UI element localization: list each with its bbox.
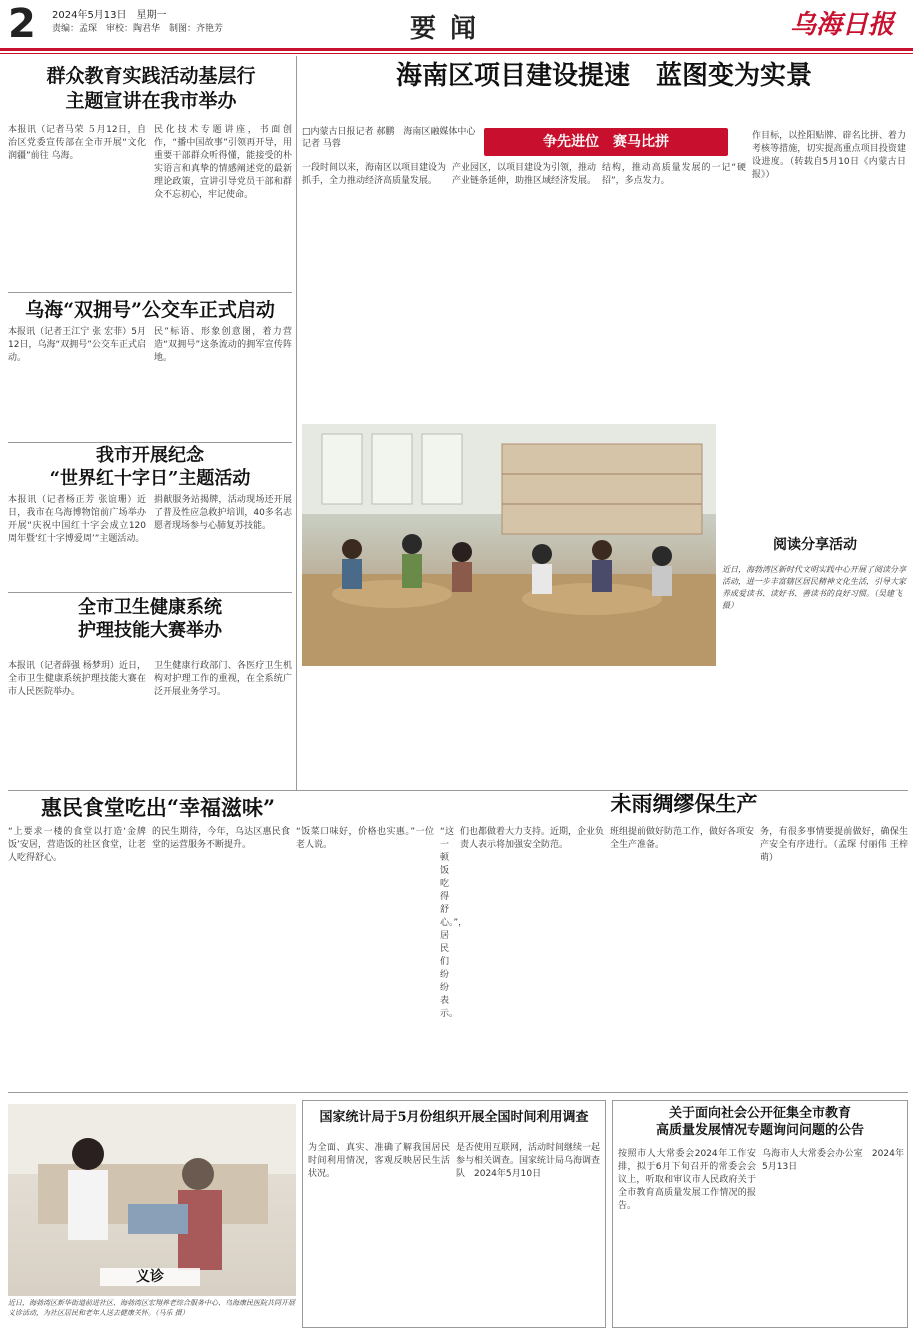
article-body: 按照市人大常委会2024年工作安排，拟于6月下旬召开的常委会会议上，听取和审议市人民政府关于全市教育高质量发展工作情况的报告。 xyxy=(618,1149,756,1211)
photo-headline: 义诊 xyxy=(100,1268,200,1286)
article-body: 务，有很多事情要提前做好，确保生产安全有序进行。（孟琛 付丽伟 王梓萌） xyxy=(760,827,908,863)
article-body: 本报讯（记者王江宁 张 宏菲）5月12日，乌海“双拥号”公交车正式启动。 xyxy=(8,327,146,363)
article-body: 本报讯（记者薛强 杨梦玥）近日，全市卫生健康系统护理技能大赛在市人民医院举办。 xyxy=(8,661,146,697)
article-body: “饭菜口味好，价格也实惠。”一位老人说。 xyxy=(296,827,434,850)
article-body: “上要求一楼的食堂以打造‘金牌饭’安居，营造饭的社区食堂，让老人吃得舒心。 xyxy=(8,827,146,863)
lead-headline: 海南区项目建设提速 蓝图变为实景 xyxy=(395,61,812,91)
headline-line: “世界红十字日”主题活动 xyxy=(49,468,251,490)
article-body: 本报讯（记者杨正芳 张谊珊）近日，我市在乌海博物馆前广场举办开展“庆祝中国红十字会成立120周年暨‘红十字博爱周’”主题活动。 xyxy=(8,495,146,544)
headline-line: 主题宣讲在我市举办 xyxy=(65,89,237,112)
article-body: 们也都做着大力支持。近期，企业负责人表示将加强安全防范。 xyxy=(460,827,605,850)
divider xyxy=(8,292,292,293)
article-headline: 乌海“双拥号”公交车正式启动 xyxy=(25,299,275,321)
headline-line: 关于面向社会公开征集全市教育 xyxy=(668,1106,851,1121)
article-body: 的民生期待，今年，乌达区惠民食堂的运营服务不断提升。 xyxy=(152,827,290,850)
article-headline: 惠民食堂吃出“幸福滋味” xyxy=(40,795,276,820)
banner: 争先进位 赛马比拼 xyxy=(484,128,728,156)
article-body: 班组提前做好防范工作，做好各项安全生产准备。 xyxy=(610,827,755,850)
headline-line: 护理技能大赛举办 xyxy=(78,620,222,642)
page-number: 2 xyxy=(8,1,36,47)
article-body: 是否使用互联网，活动时间继续一起参与相关调查。国家统计局乌海调查队 2024年5月10日 xyxy=(456,1143,601,1179)
headline-line: 全市卫生健康系统 xyxy=(78,597,222,618)
reading-event-photo xyxy=(302,424,716,666)
article-headline xyxy=(8,444,292,491)
headline-line: 高质量发展情况专题询问问题的公告 xyxy=(655,1122,864,1138)
article-body: 作目标，以拴阳贴牌、辟名比拼、着力考核等措施，切实提高重点项目投资建设进度。（转载自5月10日《内蒙古日报》） xyxy=(752,131,906,180)
masthead-logo: 乌海日报 xyxy=(790,10,895,40)
header-rule xyxy=(0,48,913,51)
editors-line: 责编：孟琛 审校：陶君华 制图：齐艳芳 xyxy=(52,24,224,34)
section-title: 要闻 xyxy=(410,14,491,44)
article-body: 民化技术专题讲座，书面创作，“播中国故事”引领再开导，用重要干部群众听得懂，能接受的朴实语言和真挚的情感阐述党的最新理论政策，宣讲引导党员干部和群众不忘初心，牢记使命。 xyxy=(154,125,292,200)
header-rule-thin xyxy=(0,53,913,54)
article-body: 本报讯（记者马荣 ５月12日，自治区党委宣传部在全市开展“文化润疆”前往 乌海。 xyxy=(8,125,146,161)
date-line: 2024年5月13日 星期一 xyxy=(52,10,167,21)
article-body: 民”标语、形象创意图，着力营造“双拥号”这条流动的拥军宣传阵地。 xyxy=(154,327,292,363)
divider xyxy=(8,1092,908,1093)
article-body: 卫生健康行政部门、各医疗卫生机构对护理工作的重视，在全系统广泛开展业务学习。 xyxy=(154,661,292,697)
article-body: “这一顿饭吃得舒心。”，居民们纷纷表示。 xyxy=(440,827,468,1019)
divider xyxy=(8,592,292,593)
photo-illustration xyxy=(302,424,716,666)
article-body: 产业园区，以项目建设为引领，推动产业链条延伸，助推区域经济发展。 xyxy=(452,163,597,186)
article-body: 一段时间以来，海南区以项目建设为抓手，全力推动经济高质量发展。 xyxy=(302,163,447,186)
article-headline xyxy=(616,1106,904,1140)
photo-caption: 近日，海勃湾区新华街道前进社区、海勃湾区宏翔养老综合服务中心、乌海康民医院共同开展义诊活动，为社区居民和老年人送去健康关怀。（马乐 摄） xyxy=(8,1299,295,1317)
article-body: 结构，推动高质量发展的一记“硬招”，多点发力。 xyxy=(602,163,746,186)
photo-caption: 近日，海勃湾区新时代文明实践中心开展了阅读分享活动，进一步丰富辖区居民精神文化生活，引导大家养成爱读书、读好书、善读书的良好习惯。（吴建飞 摄） xyxy=(722,565,906,610)
byline: □内蒙古日报记者 郝鹏 海南区融媒体中心记者 马蓉 xyxy=(302,127,476,149)
headline-line: 群众教育实践活动基层行 xyxy=(46,65,256,87)
column-divider xyxy=(296,56,297,791)
headline-line: 我市开展纪念 xyxy=(96,445,204,466)
article-body: 乌海市人大常委会办公室 2024年5月13日 xyxy=(762,1149,904,1172)
divider xyxy=(8,442,292,443)
photo-headline: 阅读分享活动 xyxy=(773,537,857,553)
article-body: 为全面、真实、准确了解我国居民时间利用情况，客观反映居民生活状况。 xyxy=(308,1143,450,1179)
article-headline xyxy=(8,596,292,643)
article-headline: 国家统计局于5月份组织开展全国时间利用调查 xyxy=(319,1110,589,1125)
article-headline xyxy=(10,64,292,113)
article-body: 捐献服务站揭牌，活动现场还开展了普及性应急救护培训，40多名志愿者现场参与心肺复苏技能。 xyxy=(154,495,292,531)
article-headline: 未雨绸缪保生产 xyxy=(610,791,758,816)
